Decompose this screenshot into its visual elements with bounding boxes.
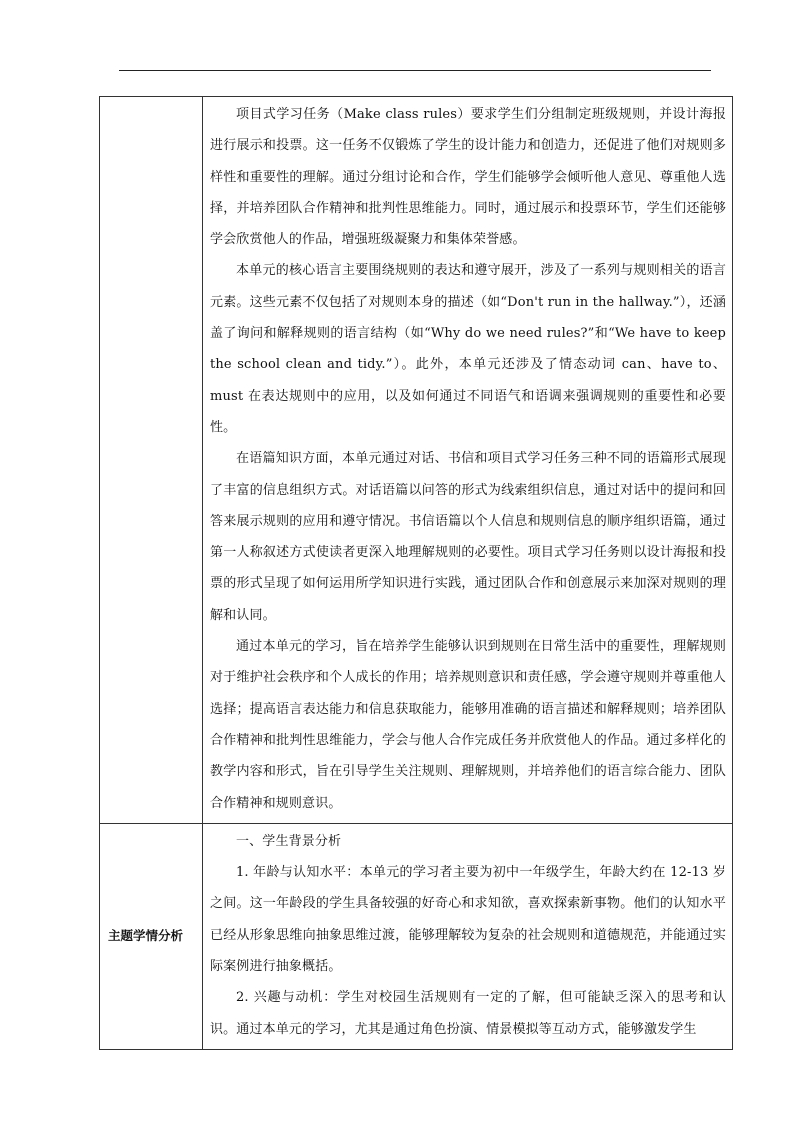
header-rule — [119, 70, 711, 71]
paragraph-learning-goals: 通过本单元的学习，旨在培养学生能够认识到规则在日常生活中的重要性，理解规则对于维护社会秩序和个人成长的作用；培养规则意识和责任感，学会遵守规则并尊重他人选择；提高语言表达能力和信息获取能力，能够用准确的语言描述和解释规则；培养团队合作精神和批判性思维能力，学会与他人合作完成任务并欣赏他人的作品。通过多样化的教学内容和形式，旨在引导学生关注规则、理解规则，并培养他们的语言综合能力、团队合作精神和规则意识。 — [210, 639, 726, 811]
row-label-cell — [100, 97, 203, 824]
paragraph-discourse-knowledge: 在语篇知识方面，本单元通过对话、书信和项目式学习任务三种不同的语篇形式展现了丰富的信息组织方式。对话语篇以问答的形式为线索组织信息，通过对话中的提问和回答来展示规则的应用和遵守情况。书信语篇以个人信息和规则信息的顺序组织语篇，通过第一人称叙述方式使读者更深入地理解规则的必要性。项目式学习任务则以设计海报和投票的形式呈现了如何运用所学知识进行实践，通过团队合作和创意展示来加深对规则的理解和认同。 — [210, 451, 726, 623]
paragraph-project-task: 项目式学习任务（Make class rules）要求学生们分组制定班级规则，并设计海报进行展示和投票。这一任务不仅锻炼了学生的设计能力和创造力，还促进了他们对规则多样性和重要性的理解。通过分组讨论和合作，学生们能够学会倾听他人意见、尊重他人选择，并培养团队合作精神和批判性思维能力。同时，通过展示和投票环节，学生们还能够学会欣赏他人的作品，增强班级凝聚力和集体荣誉感。 — [210, 107, 726, 248]
paragraph-interest-motivation: 2. 兴趣与动机：学生对校园生活规则有一定的了解，但可能缺乏深入的思考和认识。通过本单元的学习，尤其是通过角色扮演、情景模拟等互动方式，能够激发学生 — [210, 990, 726, 1037]
paragraph-core-language: 本单元的核心语言主要围绕规则的表达和遵守展开，涉及了一系列与规则相关的语言元素。这些元素不仅包括了对规则本身的描述（如“Don't run in the hallway.”），还涵盖了询问和解释规则的语言结构（如“Why do we need rules?”和“We have to keep the school clean and tidy.”）。此外，本单元还涉及了情态动词 can、have to、must 在表达规则中的应用，以及如何通过不同语气和语调来强调规则的重要性和必要性。 — [210, 263, 726, 435]
paragraph-age-cognition: 1. 年龄与认知水平：本单元的学习者主要为初中一年级学生，年龄大约在 12-13 岁之间。这一年龄段的学生具备较强的好奇心和求知欲，喜欢探索新事物。他们的认知水平已经从形象思维向抽象思维过渡，能够理解较为复杂的社会规则和道德规范，并能通过实际案例进行抽象概括。 — [210, 865, 726, 975]
row-content-cell — [203, 97, 733, 824]
paragraph-section-heading: 一、学生背景分析 — [236, 833, 342, 849]
row-content-cell — [203, 823, 733, 1049]
table-row-unit-overview — [100, 97, 733, 824]
table-row-learner-analysis — [100, 823, 733, 1049]
row-label-cell: 主题学情分析 — [100, 823, 203, 1049]
lesson-plan-table — [99, 96, 733, 1050]
